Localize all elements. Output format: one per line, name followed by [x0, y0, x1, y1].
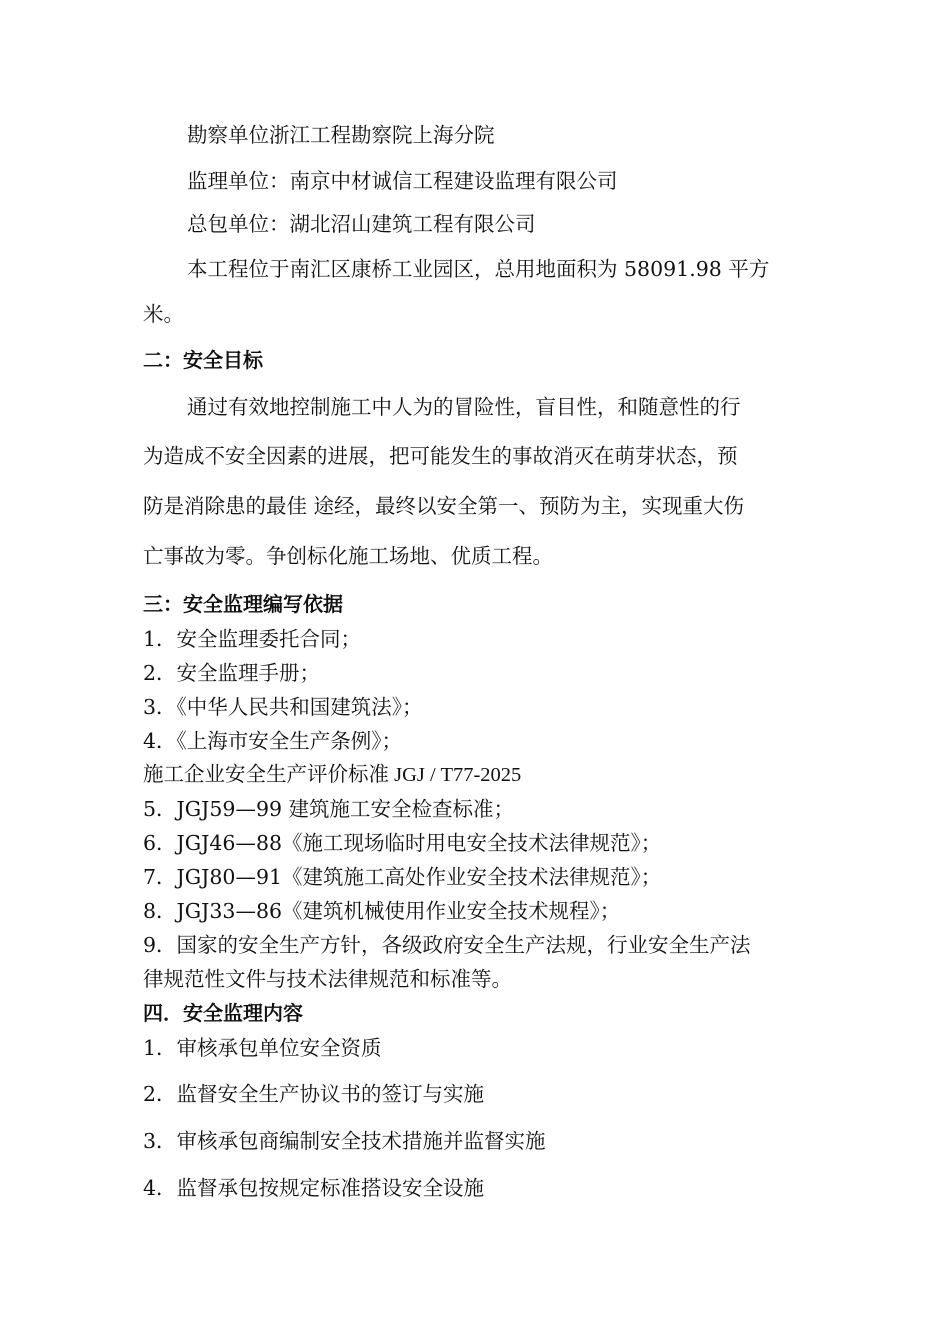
section-3-heading: 三：安全监理编写依据: [143, 592, 343, 616]
section-3-list-item: 律规范性文件与技术法律规范和标准等。: [143, 967, 512, 991]
section-3-list-item: 4．《上海市安全生产条例》；: [143, 729, 403, 753]
general-contractor-line: 总包单位：湖北沼山建筑工程有限公司: [187, 212, 536, 236]
section-2-heading: 二：安全目标: [143, 348, 263, 372]
supervision-unit-line: 监理单位：南京中材诚信工程建设监理有限公司: [187, 169, 618, 193]
section-3-list-item: 7．JGJ80—91《建筑施工高处作业安全技术法律规范》；: [143, 865, 662, 889]
section-4-heading: 四．安全监理内容: [143, 1001, 303, 1025]
location-line-2: 米。: [143, 302, 184, 326]
section-2-paragraph-line: 亡事故为零。争创标化施工场地、优质工程。: [143, 544, 553, 568]
section-3-list-item: 6．JGJ46—88《施工现场临时用电安全技术法律规范》；: [143, 831, 662, 855]
section-4-list-item: 4．监督承包按规定标准搭设安全设施: [143, 1176, 485, 1200]
section-2-paragraph-line: 防是消除患的最佳 途经，最终以安全第一、预防为主，实现重大伤: [143, 494, 745, 518]
location-line-1: 本工程位于南汇区康桥工业园区，总用地面积为 58091.98 平方: [187, 257, 770, 281]
section-4-list-item: 2．监督安全生产协议书的签订与实施: [143, 1082, 485, 1106]
section-2-paragraph-line: 为造成不安全因素的进展，把可能发生的事故消灭在萌芽状态，预: [143, 444, 738, 468]
survey-unit-line: 勘察单位浙江工程勘察院上海分院: [187, 123, 495, 147]
section-3-list-item: 1．安全监理委托合同；: [143, 627, 362, 651]
section-2-paragraph-line: 通过有效地控制施工中人为的冒险性，盲目性，和随意性的行: [187, 395, 741, 419]
section-4-list-item: 1．审核承包单位安全资质: [143, 1036, 382, 1060]
section-4-list-item: 3．审核承包商编制安全技术措施并监督实施: [143, 1129, 546, 1153]
section-3-list-item: 施工企业安全生产评价标准 JGJ / T77-2025: [143, 764, 522, 786]
section-3-list-item: 2．安全监理手册；: [143, 661, 321, 685]
section-3-list-item: 9．国家的安全生产方针，各级政府安全生产法规，行业安全生产法: [143, 933, 751, 957]
section-3-list-item: 3．《中华人民共和国建筑法》；: [143, 695, 423, 719]
section-3-list-item: 5．JGJ59—99 建筑施工安全检查标准；: [143, 797, 515, 821]
section-3-list-item: 8．JGJ33—86《建筑机械使用作业安全技术规程》；: [143, 899, 621, 923]
